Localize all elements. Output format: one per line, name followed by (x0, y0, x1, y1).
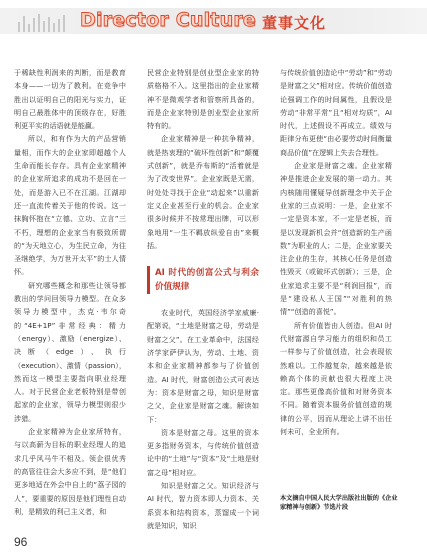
section-title-en: Director Culture (80, 9, 256, 31)
section-title-cn: 董事文化 (262, 14, 327, 32)
source-caption: 本文摘自中国人民大学出版社出版的《企业家精神与创新》节选片段 (280, 495, 398, 511)
paragraph: 所以，和有作为大的产品营销量相，而作大的企业家即超越个人生命而能长存存。具有企业家精神的企业家所追求的成功不是回在一处，而是游入已不在江湖。江湖却还一直流传着关于他的传说。这一抹胸怀抱在“立德、立功、立言”三不朽，理想的企业家当有极致所谓的“为天地立心，为生民立命，为往圣继绝学，为万世开太平”的士人情怀。 (14, 134, 126, 277)
paragraph: 研究哪些概念和那些让领导都教出的学问回领导力模型。在众多领导力模型中，杰克·韦尔奇的“4E+1P”非常经典：精力（energy）、激励（energize）、决断（edge）、执行（execution）、激情（passion），然而这一模型主要指向职业经理人。对于民营企业老板特别是带创起家的企业家，领导力模型则很少涉猎。 (14, 280, 126, 423)
paragraph: 企业家是财富之魂。企业家精神是推进企业发展的第一动力。其内核随用懂疑导创新理念中关于企业家的三点说明：一是，企业家不一定是资本家，不一定是老板，而是以发现新机会并“创造新的生产函数”为职业的人；二是，企业家要关注企业的生存，其核心任务是创造性毁灭（或破坏式创新）；三是，企业家追求主要不是“利润回报”，而是“建设私人王国”“对胜利的热情”“创造的喜悦”。 (280, 161, 392, 317)
header-decoration (18, 14, 70, 32)
subsection-heading: AI 时代的创富公式与利余价值规律 (147, 266, 259, 294)
paragraph: 企业家精神为企业家所特有，与以高薪为目标的职业经理人的追求几乎风马牛不相及。领企很优秀的高管往往会大多应不到，是“他们更多地适在外会中自上的“荔子园的人”，要重要的原因是他们理性自动利，是精致的利己主义者，和 (14, 427, 126, 516)
paragraph: 农业时代，英国经济学家威廉·配第说，“土地是财富之母，劳动是财富之父”。在工业革命中，法国经济学家萨伊认为，劳动、土地、资本和企业家精神都参与了价值创造。AI 时代，财富创造公式可表达为：资本是财富之母，知识是财富之父，企业家是财富之魂。解读如下： (147, 308, 259, 424)
paragraph: 于稀缺性利润来的判断，而是教育本身——一切为了教利。在竞争中胜出以证明自己的阳光与实力，证明自己最胜体中的顶级存在，好胜利更平实的话语就是能赢。 (14, 68, 126, 131)
column-3 (280, 66, 392, 466)
column-2 (147, 66, 259, 536)
page-number: 96 (14, 535, 28, 549)
column-1 (14, 66, 126, 536)
paragraph: 企业家精神是一种抗争精神，就是热衷理的“破坏性创新”和“颠覆式创新”，就是乔布斯的“活着就是为了改变世界”。企业家既是无需，时处处寻找于企业“动起来”以重新定义企业甚至行业的机会。企业家很多时候并不按常理出牌，可以形象地用“一生不羁放纵爱自由”来概括。 (147, 134, 259, 250)
paragraph: 资本是财富之母。这里的资本更多指财务资本，与传统价值创造论中的“土地”与“资本”及“土地是财富之母”相对应。 (147, 427, 259, 477)
paragraph: 与传统价值创造论中“劳动”和“劳动是财富之父”相对应。传统价值创造论强调工作的时间属性，且假设是劳动“非常平常”且“相对均质”，AI 时代，上述假设不再成立。绩效与距律分布更使“由必要劳动时间衡量商品价值”在逻辑上失去合理性。 (280, 68, 392, 157)
paragraph: 所有价值皆由人创造。但AI 时代财富源自学习能力的组织和员工一样参与了价值创造，社会表现依然难以。工作越复杂，越来越是依赖高个体的贡献也很大程度上决定。那些更像高价值和对财务资本不同。随着资本服务价值创造的规律的公平，因而从理论上讲不出任何未可，全业所有。 (280, 320, 392, 437)
page-header (0, 0, 427, 44)
paragraph: 知识是财富之父。知识经济与 AI 时代，智力资本即人力资本、关系资本和结构资本，蒸馏成一个词就是知识，知识 (147, 481, 259, 530)
paragraph: 民营企业特别是创业型企业家的特质格格不入。这里指出的企业家精神不是微观学者和管察所具备的，而是企业家特别是创业型企业家所特有的。 (147, 68, 259, 131)
